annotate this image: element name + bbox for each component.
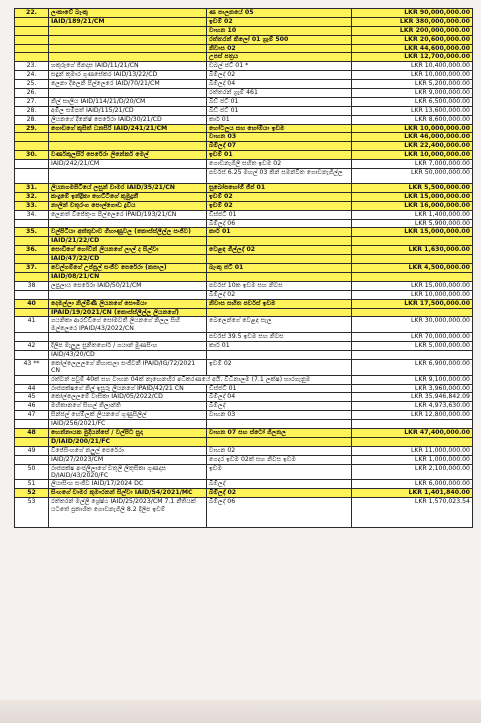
cell-desc: ඉඩම් 02 [207, 201, 352, 210]
cell-amount: LKR 10,000,000.00 [352, 124, 473, 133]
cell-name [49, 290, 207, 299]
cell-desc: කාර් 01 [207, 228, 352, 237]
cell-no: 38 [15, 281, 49, 290]
cell-amount [352, 308, 473, 317]
table-row [15, 281, 473, 290]
table-row [15, 9, 473, 18]
cell-desc: වාහන 07 සහ ස්ටෝ ගිලනල [207, 429, 352, 438]
cell-amount: LKR 10,000,000.00 [352, 290, 473, 299]
cell-no: 31. [15, 184, 49, 193]
cell-amount [352, 272, 473, 281]
cell-no [15, 290, 49, 299]
cell-amount: LKR 1,630,000.00 [352, 246, 473, 255]
cell-desc [207, 420, 352, 429]
table-row [15, 62, 473, 71]
cell-no: 36. [15, 246, 49, 255]
cell-amount: LKR 3,960,000.00 [352, 384, 473, 393]
cell-no [15, 333, 49, 342]
cell-name [49, 35, 207, 44]
cell-desc: බිම්ලද් 06 [207, 219, 352, 228]
cell-no: 42 [15, 342, 49, 351]
table-row [15, 35, 473, 44]
cell-amount: LKR 17,500,000.00 [352, 299, 473, 308]
cell-no [15, 133, 49, 142]
cell-name: දිලිප මැලුල සුනිතගෝර් / ගයාන් මුණසිංහ [49, 342, 207, 351]
table-row [15, 246, 473, 255]
cell-desc [207, 350, 352, 359]
cell-no: 52 [15, 489, 49, 498]
cell-amount [352, 350, 473, 359]
table-row [15, 210, 473, 219]
cell-desc: බැංකු ජට් 01 [207, 264, 352, 273]
cell-amount: LKR 13,600,000.00 [352, 106, 473, 115]
cell-amount: LKR 7,000,000.00 [352, 160, 473, 169]
cell-no [15, 53, 49, 62]
cell-no: 47 [15, 411, 49, 420]
table-row [15, 498, 473, 528]
cell-name [49, 44, 207, 53]
cell-no [15, 44, 49, 53]
cell-name: වල්පිටියා අත්තුඩාව ගිහාණුවල (කොස්ස්ලීල්ල සංජීව) [49, 228, 207, 237]
cell-no [15, 219, 49, 228]
table-row [15, 308, 473, 317]
cell-no: 41 [15, 317, 49, 333]
table-row [15, 151, 473, 160]
cell-name: මහිකානගේ සිහල් නිලාන්ති [49, 402, 207, 411]
cell-amount: LKR 70,000,000.00 [352, 333, 473, 342]
cell-desc: පර්චස් 39.5 ඉඩම සහ නිවස [207, 333, 352, 342]
cell-name: IAID/21/22/CD [49, 237, 207, 246]
cell-no: 28. [15, 106, 49, 115]
table-row [15, 342, 473, 351]
cell-no [15, 35, 49, 44]
table-row [15, 17, 473, 26]
cell-name: ලියනගේ දිනේෂ් පෙරේරා IAID/30/21/CD [49, 115, 207, 124]
table-row [15, 359, 473, 375]
table-row [15, 317, 473, 333]
cell-no [15, 272, 49, 281]
table-row [15, 384, 473, 393]
cell-name: අමිල සමීපත් IAID/115/21/CD [49, 106, 207, 115]
cell-name [49, 89, 207, 98]
cell-no: 45 [15, 393, 49, 402]
cell-no [15, 237, 49, 246]
table-row [15, 115, 473, 124]
cell-amount: LKR 5,900,000.00 [352, 219, 473, 228]
cell-no: 22. [15, 9, 49, 18]
cell-amount: LKR 6,000,000.00 [352, 480, 473, 489]
cell-no [15, 308, 49, 317]
cell-name: සොඩිගේ ගෝවින් ලියනගේ ලාල් ද සිල්වා [49, 246, 207, 255]
cell-desc: හෝටලය සහ හෝමියා ඉඩම [207, 124, 352, 133]
cell-amount: LKR 1,400,000.00 [352, 210, 473, 219]
cell-name: ලපුලාය පෙරේරා IAID/50/21/CM [49, 281, 207, 290]
cell-name [49, 333, 207, 342]
cell-desc: ඉඩම් 02 [207, 359, 352, 375]
cell-name: විජේසිංහගේ නලුල් පෙරේරා [49, 446, 207, 455]
cell-desc: බිම්ලද් [207, 480, 352, 489]
cell-desc: ඩිස්ජට් 01 [207, 384, 352, 393]
cell-amount: LKR 8,600,000.00 [352, 115, 473, 124]
table-row [15, 44, 473, 53]
cell-desc: බිම්ලද් 04 [207, 393, 352, 402]
cell-amount: LKR 5,500,000.00 [352, 184, 473, 193]
cell-desc [207, 237, 352, 246]
cell-desc: ඉඩම් 01 [207, 151, 352, 160]
table-row [15, 411, 473, 420]
cell-desc: නිවාස 02 [207, 44, 352, 53]
cell-name: ලෙනත් විජේතුංග පිල්ලෙරෙ IPAID/193/21/CN [49, 210, 207, 219]
cell-desc: සුඛෝපභෝගී ජීප් 01 [207, 184, 352, 193]
cell-name: IAID/47/22/CD [49, 255, 207, 264]
table-row [15, 80, 473, 89]
cell-amount: LKR 1,401,840.00 [352, 489, 473, 498]
table-row [15, 192, 473, 201]
cell-no: 25. [15, 80, 49, 89]
cell-no [15, 420, 49, 429]
cell-name: IPAID/19/2021/CN (කොස්ස්ලීල්ල ලියනගේ) [49, 308, 207, 317]
cell-no [15, 375, 49, 384]
cell-amount: LKR 15,000,000.00 [352, 192, 473, 201]
cell-name: කෝල්ලෙලලගේ නිහාසලා සංජීවනී IPAID/IG/72/2021 CN [49, 359, 207, 375]
cell-no: 28. [15, 115, 49, 124]
cell-desc: ඉඩම් 02 [207, 192, 352, 201]
table-row [15, 97, 473, 106]
cell-amount: LKR 1,570,023.54 [352, 498, 473, 528]
asset-table-sheet [14, 8, 472, 528]
table-row [15, 480, 473, 489]
table-row [15, 264, 473, 273]
cell-desc: පර්චස් 10ක ඉඩම සහ නිවස [207, 281, 352, 290]
cell-no: 23. [15, 62, 49, 71]
cell-desc: බෙලෙන්ගේ වෙළඳ සැල [207, 317, 352, 333]
cell-name: කෝල්ලෙලමේ වාසිකා IAID/05/2022/CD [49, 393, 207, 402]
table-row [15, 228, 473, 237]
cell-no: 53 [15, 498, 49, 528]
cell-name: සින්ජල් හේමිලක් ලියනගේ ගුණුසිලිල් [49, 411, 207, 420]
cell-name: රාජපක්ෂ අංජලීලාගේ චතුලි ලිතුසිකා ගුණදාස D/IAID/43/2020/FC [49, 464, 207, 480]
cell-no: 32. [15, 192, 49, 201]
cell-no [15, 169, 49, 184]
cell-amount: LKR 44,600,000.00 [352, 44, 473, 53]
table-row [15, 299, 473, 308]
table-row [15, 255, 473, 264]
cell-name: IAID/256/2021/FC [49, 420, 207, 429]
cell-desc [207, 308, 352, 317]
cell-amount: LKR 12,700,000.00 [352, 53, 473, 62]
cell-desc: ගෙදර ඉඩම 02ක් සහ නිවස ඉඩම [207, 455, 352, 464]
table-row [15, 124, 473, 133]
cell-no: 51 [15, 480, 49, 489]
table-row [15, 53, 473, 62]
cell-name [49, 53, 207, 62]
cell-amount: LKR 22,400,000.00 [352, 142, 473, 151]
cell-name: රත්වන් පවුම් 40ක් සහ වාහන 04ක් නැඟෙනහිර අධිකරණයේ අයි. විධිනාලම (7.1 ලක්ෂ) භාරගැනුම [49, 375, 352, 384]
cell-amount: LKR 380,000,000.00 [352, 17, 473, 26]
table-row [15, 333, 473, 342]
cell-no: 50 [15, 464, 49, 480]
cell-desc: ගොඩනැගිලි සහිත ඉඩම 02 [207, 160, 352, 169]
cell-no [15, 437, 49, 446]
cell-amount: LKR 9,100,000.00 [352, 375, 473, 384]
cell-name: හෙන්නායක මුදියන්සේ / වල්පිට සුදා [49, 429, 207, 438]
cell-name: නාලින් චතුරංග පොල්ගොඩ ද්‍රවිය [49, 201, 207, 210]
cell-name [49, 26, 207, 35]
cell-amount: LKR 47,400,000.00 [352, 429, 473, 438]
cell-no: 33. [15, 201, 49, 210]
cell-desc: බිම්ලද් 07 [207, 142, 352, 151]
cell-amount: LKR 200,000,000.00 [352, 26, 473, 35]
cell-desc: උපස් පත්‍රය [207, 53, 352, 62]
cell-desc: ඉඩම [207, 464, 352, 480]
table-row [15, 142, 473, 151]
cell-amount: LKR 20,600,000.00 [352, 35, 473, 44]
cell-name: IAID/27/2023/CM [49, 455, 207, 464]
cell-name: නිල් සාලිය IAID/114/21/D/20/CM [49, 97, 207, 106]
cell-desc: බිම්ලද් 02 [207, 290, 352, 299]
table-row [15, 89, 473, 98]
table-row [15, 201, 473, 210]
cell-desc: බිම්ලද් 06 [207, 498, 352, 528]
cell-desc [207, 272, 352, 281]
cell-desc: වාහන 03 [207, 133, 352, 142]
table-row [15, 237, 473, 246]
cell-no: 26. [15, 89, 49, 98]
cell-name: කංදුමේ ඉන්ද්‍රිකා හෙට්ටිගේ කුමුදුනී [49, 192, 207, 201]
cell-no: 43 ** [15, 359, 49, 375]
cell-name: ලෙනා දිලෙනි පිල්ලෙරෙ IAID/70/21/CM [49, 80, 207, 89]
cell-name: IAID/242/21/CM [49, 160, 207, 169]
cell-desc: ඩබල් ජට් 01 * [207, 62, 352, 71]
table-row [15, 455, 473, 464]
cell-desc [207, 437, 352, 446]
table-row [15, 350, 473, 359]
cell-name: වර්ණකුලසිරි පෙරේරා ලිනේකර් මෙල් [49, 151, 207, 160]
cell-name: රත්තරන් මල්ලි ශ්‍රේෂ්ඨ IAID/25/2023/CM 7.1 නීතියක් යටතේ ප්‍රකාශිත ගොඩනැගිලි 8.2 දිලීප ඉඩම් [49, 498, 207, 528]
table-row [15, 375, 473, 384]
asset-table [14, 8, 473, 528]
cell-desc: බිම්ලද් [207, 402, 352, 411]
cell-amount: LKR 50,000,000.00 [352, 169, 473, 184]
table-row [15, 106, 473, 115]
cell-amount [352, 255, 473, 264]
cell-desc: බිඩ් ජට් 01 [207, 97, 352, 106]
cell-no: 46 [15, 402, 49, 411]
cell-no [15, 160, 49, 169]
cell-amount [352, 420, 473, 429]
cell-name: IAID/189/21/CM [49, 17, 207, 26]
cell-amount: LKR 90,000,000.00 [352, 9, 473, 18]
cell-no: 29. [15, 124, 49, 133]
cell-desc: වෙළඳ ගීල්ලද් 02 [207, 246, 352, 255]
table-row [15, 160, 473, 169]
cell-amount [352, 237, 473, 246]
cell-desc: කාර් 01 [207, 342, 352, 351]
cell-name: IAID/08/21/CN [49, 272, 207, 281]
cell-name: ගයනිකා ආරච්චිගේ සෝමවතී ලියනගේ නිලල සිහි මල්ලෙරෙ IPAID/43/2022/CN [49, 317, 207, 333]
cell-amount: LKR 10,400,000.00 [352, 62, 473, 71]
cell-no: 30. [15, 151, 49, 160]
cell-desc: බිම්ලද් 02 [207, 489, 352, 498]
cell-desc: රත්තරන් ග්‍රෑම් 461 [207, 89, 352, 98]
cell-amount: LKR 5,200,000.00 [352, 80, 473, 89]
table-row [15, 184, 473, 193]
cell-no: 49 [15, 446, 49, 455]
cell-no: 27. [15, 97, 49, 106]
cell-amount: LKR 10,000,000.00 [352, 71, 473, 80]
cell-amount: LKR 6,500,000.00 [352, 97, 473, 106]
cell-no: 37. [15, 264, 49, 273]
table-row [15, 464, 473, 480]
cell-name: දෙමල්ලා නිල්මිණී ලියනගේ සෞමියා [49, 299, 207, 308]
cell-amount: LKR 15,000,000.00 [352, 228, 473, 237]
table-row [15, 169, 473, 184]
cell-name: සඳුන් කුමාර ගුණසේකර IAID/13/22/CD [49, 71, 207, 80]
cell-desc: ණ පාලනයේ 05 [207, 9, 352, 18]
cell-no: 48 [15, 429, 49, 438]
cell-no [15, 350, 49, 359]
table-row [15, 429, 473, 438]
table-row [15, 402, 473, 411]
cell-amount: LKR 6,900,000.00 [352, 359, 473, 375]
table-row [15, 446, 473, 455]
cell-no [15, 455, 49, 464]
cell-no [15, 26, 49, 35]
cell-no: 35. [15, 228, 49, 237]
cell-amount: LKR 5,000,000.00 [352, 342, 473, 351]
cell-name: වෙල්ගම්ගේ උප්පුල් සංජීව පෙරේරා (කපාල) [49, 264, 207, 273]
cell-desc: පර්චස් 6.25 මහල් 03 කින් සමන්විත ගොඩනැගිල්ල [207, 169, 352, 184]
cell-desc: වාහන 10 [207, 26, 352, 35]
table-row [15, 489, 473, 498]
cell-name: සිංහගේ චාමර කුමාරනන් සිල්වා IAID/54/2021/MC [49, 489, 207, 498]
page-bottom-shadow [0, 700, 481, 723]
cell-desc: බිම්ලද් 02 [207, 71, 352, 80]
cell-amount: LKR 11,000,000.00 [352, 446, 473, 455]
table-row [15, 437, 473, 446]
cell-name: IAID/43/20/CD [49, 350, 207, 359]
cell-amount: LKR 1,000,000.00 [352, 455, 473, 464]
cell-amount [352, 437, 473, 446]
cell-no [15, 17, 49, 26]
cell-amount: LKR 15,000,000.00 [352, 281, 473, 290]
cell-desc: බිම්ලද් 04 [207, 80, 352, 89]
cell-name: ගොඩගේ කුසිත් ධනසිරි IAID/241/21/CM [49, 124, 207, 133]
cell-amount: LKR 9,000,000.00 [352, 89, 473, 98]
cell-name: ලංකාවේ බැංකු [49, 9, 207, 18]
cell-name [49, 219, 207, 228]
table-row [15, 272, 473, 281]
cell-name: D/IAID/200/21/FC [49, 437, 207, 446]
cell-name [49, 133, 207, 142]
cell-name [49, 142, 207, 151]
cell-name [49, 169, 207, 184]
table-row [15, 393, 473, 402]
table-row [15, 420, 473, 429]
cell-amount: LKR 4,973,630.00 [352, 402, 473, 411]
cell-no: 40 [15, 299, 49, 308]
cell-no [15, 255, 49, 264]
table-row [15, 26, 473, 35]
cell-name: හකුරුගේ ජිනදාස IAID/11/21/CN [49, 62, 207, 71]
cell-amount: LKR 46,000,000.00 [352, 133, 473, 142]
cell-desc: ඩිස්ජට් 01 [207, 210, 352, 219]
table-row [15, 290, 473, 299]
cell-amount: LKR 12,800,000.00 [352, 411, 473, 420]
table-row [15, 71, 473, 80]
table-row [15, 219, 473, 228]
cell-amount: LKR 35,946,842.09 [352, 393, 473, 402]
cell-name: රාජපක්ෂගේ නිල් ඉසුරු ලියනගේ IPAID/42/21 CN [49, 384, 207, 393]
asset-table-body [15, 9, 473, 528]
cell-desc: ඉඩම් 02 [207, 17, 352, 26]
cell-amount: LKR 10,000,000.00 [352, 151, 473, 160]
cell-desc [207, 255, 352, 264]
cell-name: ලියාසිංහ සංජීව IAID/17/2024 DC [49, 480, 207, 489]
cell-amount: LKR 4,500,000.00 [352, 264, 473, 273]
cell-name: ලියනගමපිටියේ ලසුන් චාමර IAID/35/21/CN [49, 184, 207, 193]
table-row [15, 133, 473, 142]
cell-desc: වාහන 02 [207, 446, 352, 455]
cell-desc: රත්තරන් කිලෝ 01 ග්‍රෑම් 500 [207, 35, 352, 44]
cell-desc: කාර් 01 [207, 115, 352, 124]
cell-no: 34. [15, 210, 49, 219]
cell-no [15, 142, 49, 151]
cell-desc: වාහන 03 [207, 411, 352, 420]
cell-no: 24. [15, 71, 49, 80]
cell-amount: LKR 16,000,000.00 [352, 201, 473, 210]
cell-desc: නිවාස සහිත පර්චස් ඉඩම [207, 299, 352, 308]
cell-desc: බිඩ් ජට් 01 [207, 106, 352, 115]
cell-amount: LKR 30,000,000.00 [352, 317, 473, 333]
cell-amount: LKR 2,100,000.00 [352, 464, 473, 480]
cell-no: 44 [15, 384, 49, 393]
